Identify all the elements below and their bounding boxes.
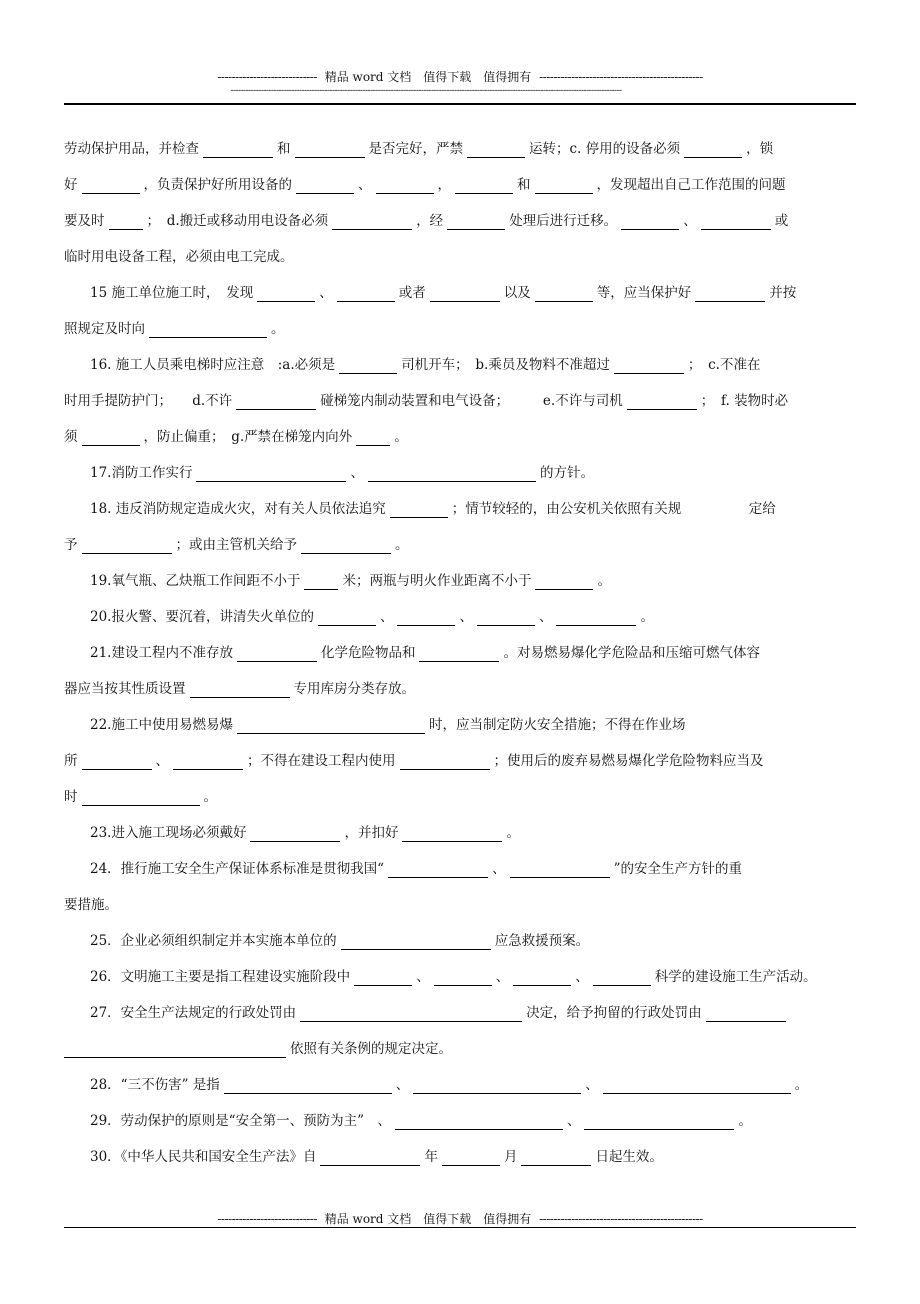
q23-text-2: ，并扣好: [344, 825, 399, 841]
header-left-dashes: ----------------------------: [217, 70, 317, 84]
q27-text-2: 决定，给予拘留的行政处罚由: [526, 1005, 702, 1021]
blank[interactable]: [430, 283, 500, 302]
q14-text-9: ，: [437, 177, 451, 193]
q15-text-2: 、: [319, 285, 333, 301]
q20-text-4: 、: [538, 609, 553, 625]
blank[interactable]: [337, 283, 395, 302]
q20-text-2: 、: [379, 609, 394, 625]
q14-text-7: ，负责保护好所用设备的: [143, 177, 292, 193]
blank[interactable]: [300, 1003, 522, 1022]
blank[interactable]: [701, 211, 771, 230]
blank[interactable]: [149, 319, 267, 338]
blank[interactable]: [237, 643, 317, 662]
q21-text-5: 专用库房分类存放。: [293, 681, 415, 697]
question-14-line-2: [64, 167, 854, 203]
q26-text-4: 、: [575, 969, 589, 985]
q15-text-5: 等，应当保护好: [596, 285, 692, 301]
q30-text-3: 月: [503, 1149, 518, 1165]
question-20: [64, 599, 854, 635]
q17-text-3: 的方针。: [539, 465, 594, 481]
blank[interactable]: [397, 607, 455, 626]
q22-text-2: 时，应当制定防火安全措施；不得在作业场: [428, 717, 686, 733]
question-18-line-2: [64, 527, 854, 563]
footer-rule: [64, 1227, 856, 1228]
blank[interactable]: [400, 751, 490, 770]
q21-text-3: 。对易燃易爆化学危险品和压缩可燃气体容: [503, 645, 760, 661]
q16-text-2: 司机开车； b.乘员及物料不准超过: [401, 357, 610, 373]
blank[interactable]: [82, 535, 172, 554]
q15-text-1: 15 施工单位施工时， 发现: [90, 285, 254, 301]
q18-text-5: 。: [395, 537, 409, 553]
q23-text-3: 。: [506, 825, 520, 841]
q22-text-5: ；不得在建设工程内使用: [247, 753, 396, 769]
question-18: [64, 491, 854, 527]
q14-text-16: 、: [683, 213, 697, 229]
q14-text-2: 和: [277, 141, 291, 157]
question-14: [64, 131, 854, 167]
question-21: [64, 635, 854, 671]
q22-text-4: 、: [155, 753, 169, 769]
blank[interactable]: [535, 283, 593, 302]
blank[interactable]: [413, 1075, 581, 1094]
blank[interactable]: [109, 211, 143, 230]
blank[interactable]: [236, 391, 316, 410]
blank[interactable]: [368, 463, 536, 482]
q30-text-4: 日起生效。: [595, 1149, 663, 1165]
blank[interactable]: [593, 967, 651, 986]
q19-text-2: 米；两瓶与明火作业距离不小于: [342, 573, 532, 589]
blank[interactable]: [402, 823, 502, 842]
q28-text-4: 。: [794, 1077, 809, 1093]
q20-text-5: 。: [640, 609, 654, 625]
q16-text-4: 时用手提防护门； d.不许: [64, 393, 233, 409]
blank[interactable]: [190, 679, 290, 698]
q21-text-1: 21.建设工程内不准存放: [90, 645, 233, 661]
blank[interactable]: [614, 355, 684, 374]
question-16-line-3: [64, 419, 854, 455]
q26-text-1: 26．文明施工主要是指工程建设实施阶段中: [90, 969, 351, 985]
blank[interactable]: [332, 211, 412, 230]
page-header: [0, 68, 920, 85]
q27-text-3: 依照有关条例的规定决定。: [290, 1041, 452, 1057]
blank[interactable]: [304, 571, 338, 590]
blank[interactable]: [535, 571, 593, 590]
q27-text-1: 27．安全生产法规定的行政处罚由: [90, 1005, 297, 1021]
q18-text-1: 18. 违反消防规定造成火灾，对有关人员依法追究: [90, 501, 386, 517]
q16-text-6: ； f. 装物时必: [700, 393, 789, 409]
q14-text-15: 处理后进行迁移。: [509, 213, 618, 229]
question-22-line-3: [64, 779, 854, 815]
blank[interactable]: [250, 823, 340, 842]
q26-text-3: 、: [495, 969, 510, 985]
q20-text-3: 、: [459, 609, 473, 625]
blank[interactable]: [419, 643, 499, 662]
q29-text-3: 。: [738, 1113, 752, 1129]
blank[interactable]: [224, 1075, 392, 1094]
question-19: [64, 563, 854, 599]
q14-text-17: 或: [774, 213, 789, 229]
blank[interactable]: [356, 427, 390, 446]
blank[interactable]: [621, 211, 679, 230]
blank[interactable]: [82, 751, 152, 770]
q15-text-6: 并按: [769, 285, 797, 301]
question-content: [64, 131, 854, 1175]
q24-text-4: 要措施。: [64, 897, 118, 913]
question-16: [64, 347, 854, 383]
blank[interactable]: [196, 463, 346, 482]
footer-left-dashes: ----------------------------: [217, 1212, 317, 1226]
question-24-line-2: [64, 887, 854, 923]
blank[interactable]: [173, 751, 243, 770]
q29-text-2: 、: [566, 1113, 581, 1129]
question-28: [64, 1067, 854, 1103]
question-30: [64, 1139, 854, 1175]
q28-text-1: 28．“三不伤害” 是指: [90, 1077, 220, 1093]
question-17: [64, 455, 854, 491]
blank[interactable]: [513, 967, 571, 986]
q19-text-3: 。: [597, 573, 611, 589]
blank[interactable]: [556, 607, 636, 626]
q14-text-13: ； d.搬迁或移动用电设备必须: [146, 213, 329, 229]
q15-text-8: 。: [271, 321, 285, 337]
q18-text-2: ；情节较轻的，由公安机关依照有关规 定给: [451, 501, 776, 517]
blank[interactable]: [477, 607, 535, 626]
q14-text-4: 运转；c. 停用的设备必须: [529, 141, 681, 157]
blank[interactable]: [341, 931, 491, 950]
question-23: [64, 815, 854, 851]
q16-text-7: 须: [64, 429, 78, 445]
blank[interactable]: [320, 1147, 420, 1166]
blank[interactable]: [82, 175, 140, 194]
q20-text-1: 20.报火警、要沉着，讲清失火单位的: [90, 609, 314, 625]
q22-text-6: ；使用后的废弃易燃易爆化学危险物料应当及: [493, 753, 764, 769]
q16-text-9: 。: [394, 429, 408, 445]
q15-text-3: 或者: [398, 285, 426, 301]
q16-text-3: ； c.不准在: [687, 357, 761, 373]
q14-text-1: 劳动保护用品，并检查: [64, 141, 199, 157]
q22-text-3: 所: [64, 753, 78, 769]
q16-text-5: 碰梯笼内制动装置和电气设备； e.不许与司机: [320, 393, 623, 409]
q14-text-12: 要及时: [64, 213, 105, 229]
q17-text-1: 17.消防工作实行: [90, 465, 193, 481]
blank[interactable]: [301, 535, 391, 554]
q16-text-1: 16. 施工人员乘电梯时应注意 :a.必须是: [90, 357, 336, 373]
blank[interactable]: [395, 1111, 563, 1130]
q22-text-8: 。: [203, 789, 217, 805]
blank[interactable]: [388, 859, 488, 878]
question-15: [64, 275, 854, 311]
question-14-line-4: [64, 239, 854, 275]
q18-text-3: 予: [64, 537, 78, 553]
question-15-line-2: [64, 311, 854, 347]
q23-text-1: 23.进入施工现场必须戴好: [90, 825, 247, 841]
blank[interactable]: [706, 1003, 786, 1022]
question-27: [64, 995, 854, 1031]
q25-text-2: 应急救援预案。: [494, 933, 590, 949]
q22-text-7: 时: [64, 789, 78, 805]
blank[interactable]: [603, 1075, 791, 1094]
question-29: [64, 1103, 854, 1139]
question-21-line-2: [64, 671, 854, 707]
blank[interactable]: [257, 283, 315, 302]
blank[interactable]: [339, 355, 397, 374]
question-14-line-3: [64, 203, 854, 239]
header-sub-dashes: ----------------------------------------------------------------------------------------------------------------------------------------------------------: [230, 86, 622, 96]
q24-text-2: 、: [492, 861, 506, 877]
blank[interactable]: [447, 211, 505, 230]
blank[interactable]: [510, 859, 610, 878]
blank[interactable]: [455, 175, 513, 194]
q14-text-6: 好: [64, 177, 78, 193]
question-24: [64, 851, 854, 887]
blank[interactable]: [695, 283, 765, 302]
blank[interactable]: [442, 1147, 500, 1166]
q30-text-1: 30．《中华人民共和国安全生产法》自: [90, 1149, 317, 1165]
q24-text-1: 24．推行施工安全生产保证体系标准是贯彻我国“: [90, 861, 385, 877]
q21-text-4: 器应当按其性质设置: [64, 681, 186, 697]
blank[interactable]: [296, 175, 354, 194]
question-27-line-2: [64, 1031, 854, 1067]
blank[interactable]: [376, 175, 434, 194]
blank[interactable]: [390, 499, 448, 518]
blank[interactable]: [584, 1111, 734, 1130]
question-22: [64, 707, 854, 743]
blank[interactable]: [318, 607, 376, 626]
blank[interactable]: [521, 1147, 591, 1166]
blank[interactable]: [684, 139, 742, 158]
q15-text-4: 以及: [503, 285, 531, 301]
q14-text-8: 、: [358, 177, 372, 193]
q15-text-7: 照规定及时向: [64, 321, 145, 337]
header-rule: [64, 103, 856, 105]
q16-text-8: ，防止偏重； g.严禁在梯笼内向外: [143, 429, 353, 445]
q14-text-18: 临时用电设备工程，必须由电工完成。: [64, 249, 294, 265]
q24-text-3: ”的安全生产方针的重: [613, 861, 742, 877]
q22-text-1: 22.施工中使用易燃易爆: [90, 717, 233, 733]
blank[interactable]: [237, 715, 425, 734]
q14-text-5: ，锁: [746, 141, 774, 157]
blank[interactable]: [354, 967, 412, 986]
q26-text-2: 、: [416, 969, 430, 985]
blank[interactable]: [64, 1039, 286, 1058]
q14-text-10: 和: [517, 177, 531, 193]
q26-text-5: 科学的建设施工生产活动。: [654, 969, 817, 985]
blank[interactable]: [434, 967, 492, 986]
q14-text-11: ，发现超出自己工作范围的问题: [596, 177, 786, 193]
q28-text-2: 、: [395, 1077, 410, 1093]
blank[interactable]: [467, 139, 525, 158]
q21-text-2: 化学危险物品和: [320, 645, 416, 661]
q25-text-1: 25．企业必须组织制定并本实施本单位的: [90, 933, 337, 949]
page-footer: [0, 1210, 920, 1227]
blank[interactable]: [535, 175, 593, 194]
q17-text-2: 、: [350, 465, 364, 481]
question-25: [64, 923, 854, 959]
question-16-line-2: [64, 383, 854, 419]
q29-text-1: 29．劳动保护的原则是“安全第一、预防为主” 、: [90, 1113, 391, 1129]
header-text: 精品 word 文档 值得下载 值得拥有: [324, 70, 532, 84]
q14-text-14: ，经: [416, 213, 444, 229]
blank[interactable]: [627, 391, 697, 410]
blank[interactable]: [82, 427, 140, 446]
q28-text-3: 、: [585, 1077, 599, 1093]
blank[interactable]: [295, 139, 365, 158]
question-22-line-2: [64, 743, 854, 779]
footer-text: 精品 word 文档 值得下载 值得拥有: [324, 1212, 532, 1226]
blank[interactable]: [82, 787, 200, 806]
footer-right-dashes: ----------------------------------------------: [539, 1212, 703, 1226]
q19-text-1: 19.氧气瓶、乙炔瓶工作间距不小于: [90, 573, 301, 589]
q30-text-2: 年: [424, 1149, 438, 1165]
q18-text-4: ；或由主管机关给予: [175, 537, 297, 553]
blank[interactable]: [203, 139, 273, 158]
q14-text-3: 是否完好，严禁: [368, 141, 463, 157]
question-26: [64, 959, 854, 995]
header-right-dashes: ----------------------------------------------: [539, 70, 703, 84]
